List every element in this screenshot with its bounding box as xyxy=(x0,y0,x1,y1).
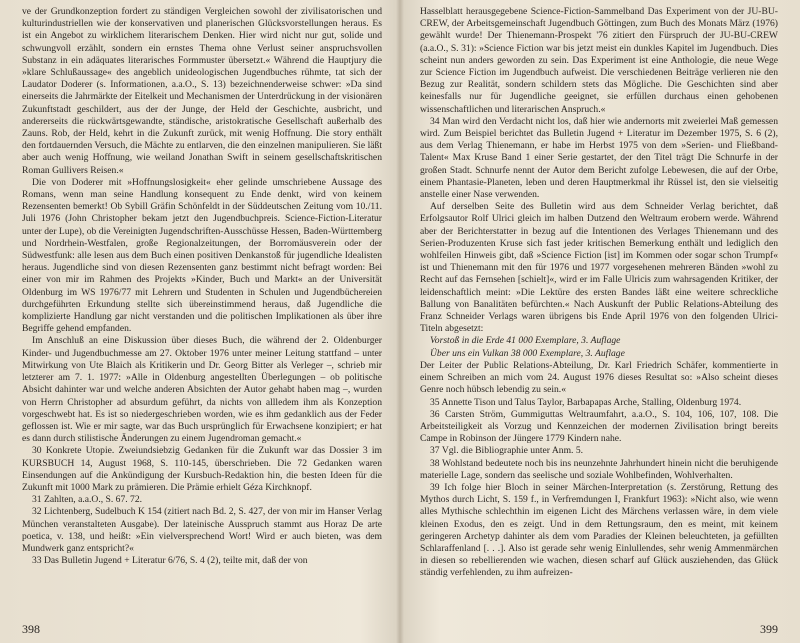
footnote-36: 36 Carsten Ström, Gummiguttas Weltraumfahrt, a.a.O., S. 104, 106, 107, 108. Die Arbeitsteiligkeit als Vorzug und Kennzeichen der modernen Zivilisation bringt bereits Campe in Robinson der Jüngere 1779 Kindern nahe. xyxy=(420,408,778,445)
right-paragraph-3: Auf derselben Seite des Bulletin wird aus dem Schneider Verlag berichtet, daß Erfolgsautor Rolf Ulrici gleich im halben Dutzend den Weltraum erobern werde. Während aber der Berichterstatter in bezug auf die Intentionen des Verlages Thienemann und des Serien-Produzenten Kruse sich fast jeder kritischen Bemerkung enthält und lediglich den wohlfeilen Hinweis gibt, daß »Science Fiction [ist] im Kommen oder sogar schon Trumpf« ist und Thienemann mit den für 1976 und 1977 vorgesehenen mehreren Bänden »wohl zu Recht auf das Fernsehen [schielt]«, wird er im Falle Ulricis zum wahrsagenden Kritiker, der leidenschaftlich meint: »Die Lektüre des ersten Bandes läßt eine weitere schreckliche Ballung von Banalitäten befürchten.« Nach Auskunft der Public Relations-Abteilung des Franz Schneider Verlags waren übrigens bis Ende April 1976 von den folgenden Ulrici-Titeln abgesetzt: xyxy=(420,201,778,335)
right-page-text xyxy=(420,6,778,580)
footnote-35: 35 Annette Tison und Talus Taylor, Barbapapas Arche, Stalling, Oldenburg 1974. xyxy=(430,396,742,408)
footnote-39: 39 Ich folge hier Bloch in seiner Märchen-Interpretation (s. Zerstörung, Rettung des Mythos durch Licht, S. 159 f., in Verfremdungen I, Frankfurt 1963): »Nicht also, wie wenn alles Mythische schlechthin im eigenen Licht des Märchens verlassen wäre, in dem viele kleinen Exodus, den es zeigt. Und in dem Rettungsraum, den es meint, mit keinem geringeren Archetyp dahinter als dem vom Paradies der Kleinen beleuchteten, ja gefüllten Schlaraffenland [. . .]. Also ist gerade sehr wenig Einlullendes, sehr wenig Ammenmärchen in diesen so rebellierenden wie wachen, diesen scharf auf Glück ausziehenden, das Glück ständig verfehlenden, zu ihm aufreizen- xyxy=(420,481,778,579)
left-paragraph-2: Die von Doderer mit »Hoffnungslosigkeit« eher gelinde umschriebene Aussage des Romans, wenn man seine Handlung konsequent zu Ende denkt, wird von keinem Rezensenten bemerkt! Ob Sybill Gräfin Schönfeldt in der Süddeutschen Zeitung vom 10./11. Juli 1976 (John Christopher bekam jetzt den Jugendbuchpreis. Science-Fiction-Literatur unter der Lupe), ob die Vereinigten Jugendschriften-Ausschüsse Hessen, Baden-Württemberg und Nordrhein-Westfalen, große Regionalzeitungen, der Borromäusverein oder der Südwestfunk: alle lesen aus dem Buch einen positiven Denkanstoß für jugendliche Idealisten heraus. Jugendliche sind von diesen Rezensenten ganz bestimmt nicht befragt worden: Bei einer von mir im Rahmen des Projekts »Kinder, Buch und Markt« an der Universität Oldenburg im WS 1976/77 mit Lehrern und Studenten in Schulen und Jugendbüchereien durchgeführten Erkundung stellte sich übereinstimmend heraus, daß Jugendliche die komplizierte Handlung gar nicht verstanden und die politischen Implikationen als über ihre Begriffe gehend empfanden. xyxy=(22,176,382,335)
footnote-38: 38 Wohlstand bedeutete noch bis ins neunzehnte Jahrhundert hinein nicht die beruhigende materielle Lage, sondern das seelische und soziale Wohlbefinden, Wohlverhalten. xyxy=(420,457,778,481)
footnote-37: 37 Vgl. die Bibliographie unter Anm. 5. xyxy=(430,445,584,457)
right-paragraph-1: Hasselblatt herausgegebene Science-Fiction-Sammelband Das Experiment von der JU-BU-CREW, der Arbeitsgemeinschaft Jugendbuch Göttingen, zum Buch des Monats März (1976) gewählt wurde! Der Thienemann-Prospekt '76 zitiert den Fürspruch der JU-BU-CREW (a.a.O., S. 31): »Science Fiction war bis jetzt meist ein dunkles Kapitel im Jugendbuch. Dies scheint nun anders geworden zu sein. Das Experiment ist eine Anthologie, die neue Wege zur Science Fiction im Jugendbuch aufweist. Die verschiedenen Beiträge verlieren nie den Bezug zur Realität, sondern schildern stets das Mögliche. Die Geschichten sind aber keinesfalls nur für Jugendliche geeignet, sie erfüllen durchaus einen gehobenen wissenschaftlichen und literarischen Anspruch.« xyxy=(420,6,778,115)
right-page xyxy=(400,0,800,643)
left-paragraph-1: ve der Grundkonzeption fordert zu ständigen Vergleichen sowohl der zivilisatorischen und kulturindustriellen wie der konservativen und planerischen Glücksvorstellungen heraus. Es ist ein Angebot zu wirklichem literarischem Denken. Hier wird nicht nur gut, solide und schwungvoll erzählt, sondern ein ernstes Thema ohne Verlust seiner anspruchsvollen Substanz in ein adäquates literarisches Formmuster übersetzt.« Während die Hauptjury die »klare Schlußaussage« des angeblich unideologischen Jugendbuches rühmte, tat sich der Laudator Doderer (s. Informationen, a.a.O., S. 13) bezeichnenderweise schwer: »Da sind einerseits die Jahrmärkte der Eitelkeit und Mechanismen der Unterdrückung in der visionären Zukunftstadt geschildert, aus der der Junge, der Held der Geschichte, ausbricht, und andererseits die rückwärtsgewandte, ständische, aristokratische Gesellschaft außerhalb des Zauns. Rob, der Held, kehrt in die Zukunft zurück, mit wenig Hoffnung. Die story enthält den fortdauernden Versuch, die Mächte zu entlarven, die den einzelnen manipulieren. Sie läßt aber auch wenig Hoffnung, wie weiland Jonathan Swift in seinem gesellschaftskritischen Roman Gullivers Reisen.« xyxy=(22,6,382,176)
book-gutter xyxy=(396,0,404,643)
footnote-34: 34 Man wird den Verdacht nicht los, daß hier wie andernorts mit zweierlei Maß gemessen wird. Zum Beispiel berichtet das Bulletin Jugend + Literatur im Dezember 1975, S. 6 (2), aus dem Verlag Thienemann, er habe im Herbst 1975 von dem »Serien- und Fließband-Talent« Max Kruse Band 1 einer Serie gestartet, der den Titel trägt Die Schnurfe in der großen Stadt. Schnurfe nennt der Autor dem Bericht zufolge Lebewesen, die auf der Orbe, einem Phantasie-Planeten, leben und deren Hauptmerkmal ihr Rüssel ist, den sie vielseitig anstelle einer Nase verwenden. xyxy=(420,115,778,201)
left-paragraph-3: Im Anschluß an eine Diskussion über dieses Buch, die während der 2. Oldenburger Kinder- und Jugendbuchmesse am 27. Oktober 1976 unter meiner Leitung stattfand – unter Mitwirkung von Ute Blaich als Kritikerin und Dr. Georg Bitter als Verleger –, schrieb mir letzterer am 7. 1. 1977: »Alle in Oldenburg angestellten Überlegungen – ob politische Absicht dahinter war und welche anderen Absichten der Autor gehabt haben mag –, wurden von Herrn Christopher ad absurdum geführt, da nichts von allledem ihm als Konzeption vorgeschwebt hat. Es ist so niedergeschrieben worden, wie es ihm gedanklich aus der Feder geflossen ist. Wie er mir sagte, war das Buch ursprünglich für Erwachsene konzipiert; er hat es dann durch stilistische Änderungen zu einem Jugendroman gemacht.« xyxy=(22,335,382,445)
page-number-right: 399 xyxy=(760,622,778,636)
left-page-text xyxy=(22,6,382,567)
footnote-33: 33 Das Bulletin Jugend + Literatur 6/76, S. 4 (2), teilte mit, daß der von xyxy=(32,555,308,567)
title-entry-1: Vorstoß in die Erde 41 000 Exemplare, 3. Auflage xyxy=(430,335,621,347)
footnote-31: 31 Zahlten, a.a.O., S. 67. 72. xyxy=(32,494,143,506)
footnote-32: 32 Lichtenberg, Sudelbuch K 154 (zitiert nach Bd. 2, S. 427, der von mir im Hanser Verlag München veranstalteten Ausgabe). Der lateinische Ausspruch stammt aus Horaz De arte poetica, v. 138, und heißt: »Ein vielversprechend Wort! Wird er auch bieten, was dem Mundwerk ganz entspricht?« xyxy=(22,506,382,554)
right-paragraph-6: Der Leiter der Public Relations-Abteilung, Dr. Karl Friedrich Schäfer, kommentierte in einem Schreiben an mich vom 24. August 1976 dieses Resultat so: »Also scheint dieses Genre noch hübsch lebendig zu sein.« xyxy=(420,359,778,396)
page-number-left: 398 xyxy=(22,622,40,636)
footnote-30: 30 Konkrete Utopie. Zweiundsiebzig Gedanken für die Zukunft war das Dossier 3 im KURSBUCH 14, August 1968, S. 110-145, überschrieben. Die 72 Gedanken waren Einsendungen auf die Ankündigung der Kursbuch-Redaktion hin, die besten Ideen für die Zukunft mit 1000 Mark zu prämieren. Die Prämie erhielt Géza Kirchknopf. xyxy=(22,445,382,493)
title-entry-2: Über uns ein Vulkan 38 000 Exemplare, 3. Auflage xyxy=(430,347,625,359)
